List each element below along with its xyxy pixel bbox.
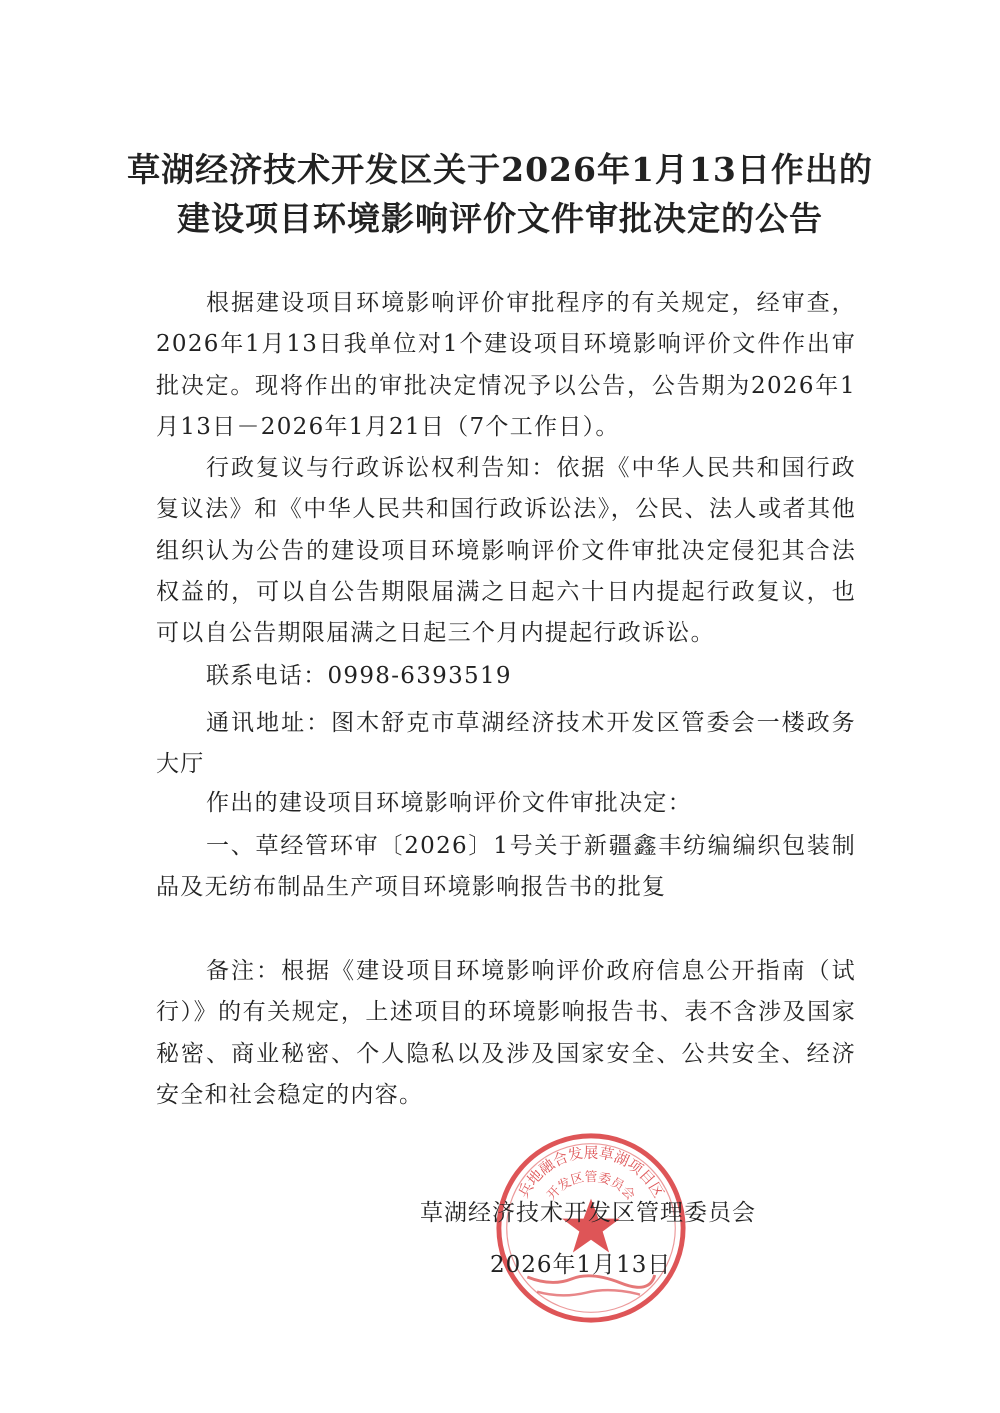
intro-paragraph: 根据建设项目环境影响评价审批程序的有关规定，经审查，2026年1月13日我单位对1个建设项目环境影响评价文件作出审批决定。现将作出的审批决定情况予以公告，公告期为2026年1月13日－2026年1月21日（7个工作日）。: [156, 290, 856, 440]
title-line-1: 草湖经济技术开发区关于2026年1月13日作出的: [127, 150, 873, 189]
contact-phone: 联系电话：0998-6393519: [206, 663, 512, 689]
remarks-paragraph: 备注：根据《建设项目环境影响评价政府信息公开指南（试行）》的有关规定，上述项目的环境影响报告书、表不含涉及国家秘密、商业秘密、个人隐私以及涉及国家安全、公共安全、经济安全和社会稳定的内容。: [156, 958, 856, 1108]
signature-date: 2026年1月13日: [490, 1252, 672, 1278]
decisions-heading: 作出的建设项目环境影响评价文件审批决定：: [206, 790, 692, 816]
rights-notice-paragraph: 行政复议与行政诉讼权利告知：依据《中华人民共和国行政复议法》和《中华人民共和国行政诉讼法》，公民、法人或者其他组织认为公告的建设项目环境影响评价文件审批决定侵犯其合法权益的，可以自公告期限届满之日起六十日内提起行政复议，也可以自公告期限届满之日起三个月内提起行政诉讼。: [156, 455, 856, 647]
contact-address: 通讯地址：图木舒克市草湖经济技术开发区管委会一楼政务大厅: [156, 710, 856, 778]
official-seal-stamp: [493, 1130, 689, 1326]
seal-text-top: 兵地融合发展草湖项目区: [515, 1144, 667, 1201]
title-line-2: 建设项目环境影响评价文件审批决定的公告: [177, 199, 823, 238]
signature-organization: 草湖经济技术开发区管理委员会: [420, 1200, 756, 1226]
seal-script-mark-2: [537, 1290, 640, 1295]
seal-text-inner: 开发区管委员会: [544, 1169, 638, 1204]
decision-item-1: 一、草经管环审〔2026〕1号关于新疆鑫丰纺编编织包装制品及无纺布制品生产项目环境影响报告书的批复: [156, 833, 856, 901]
